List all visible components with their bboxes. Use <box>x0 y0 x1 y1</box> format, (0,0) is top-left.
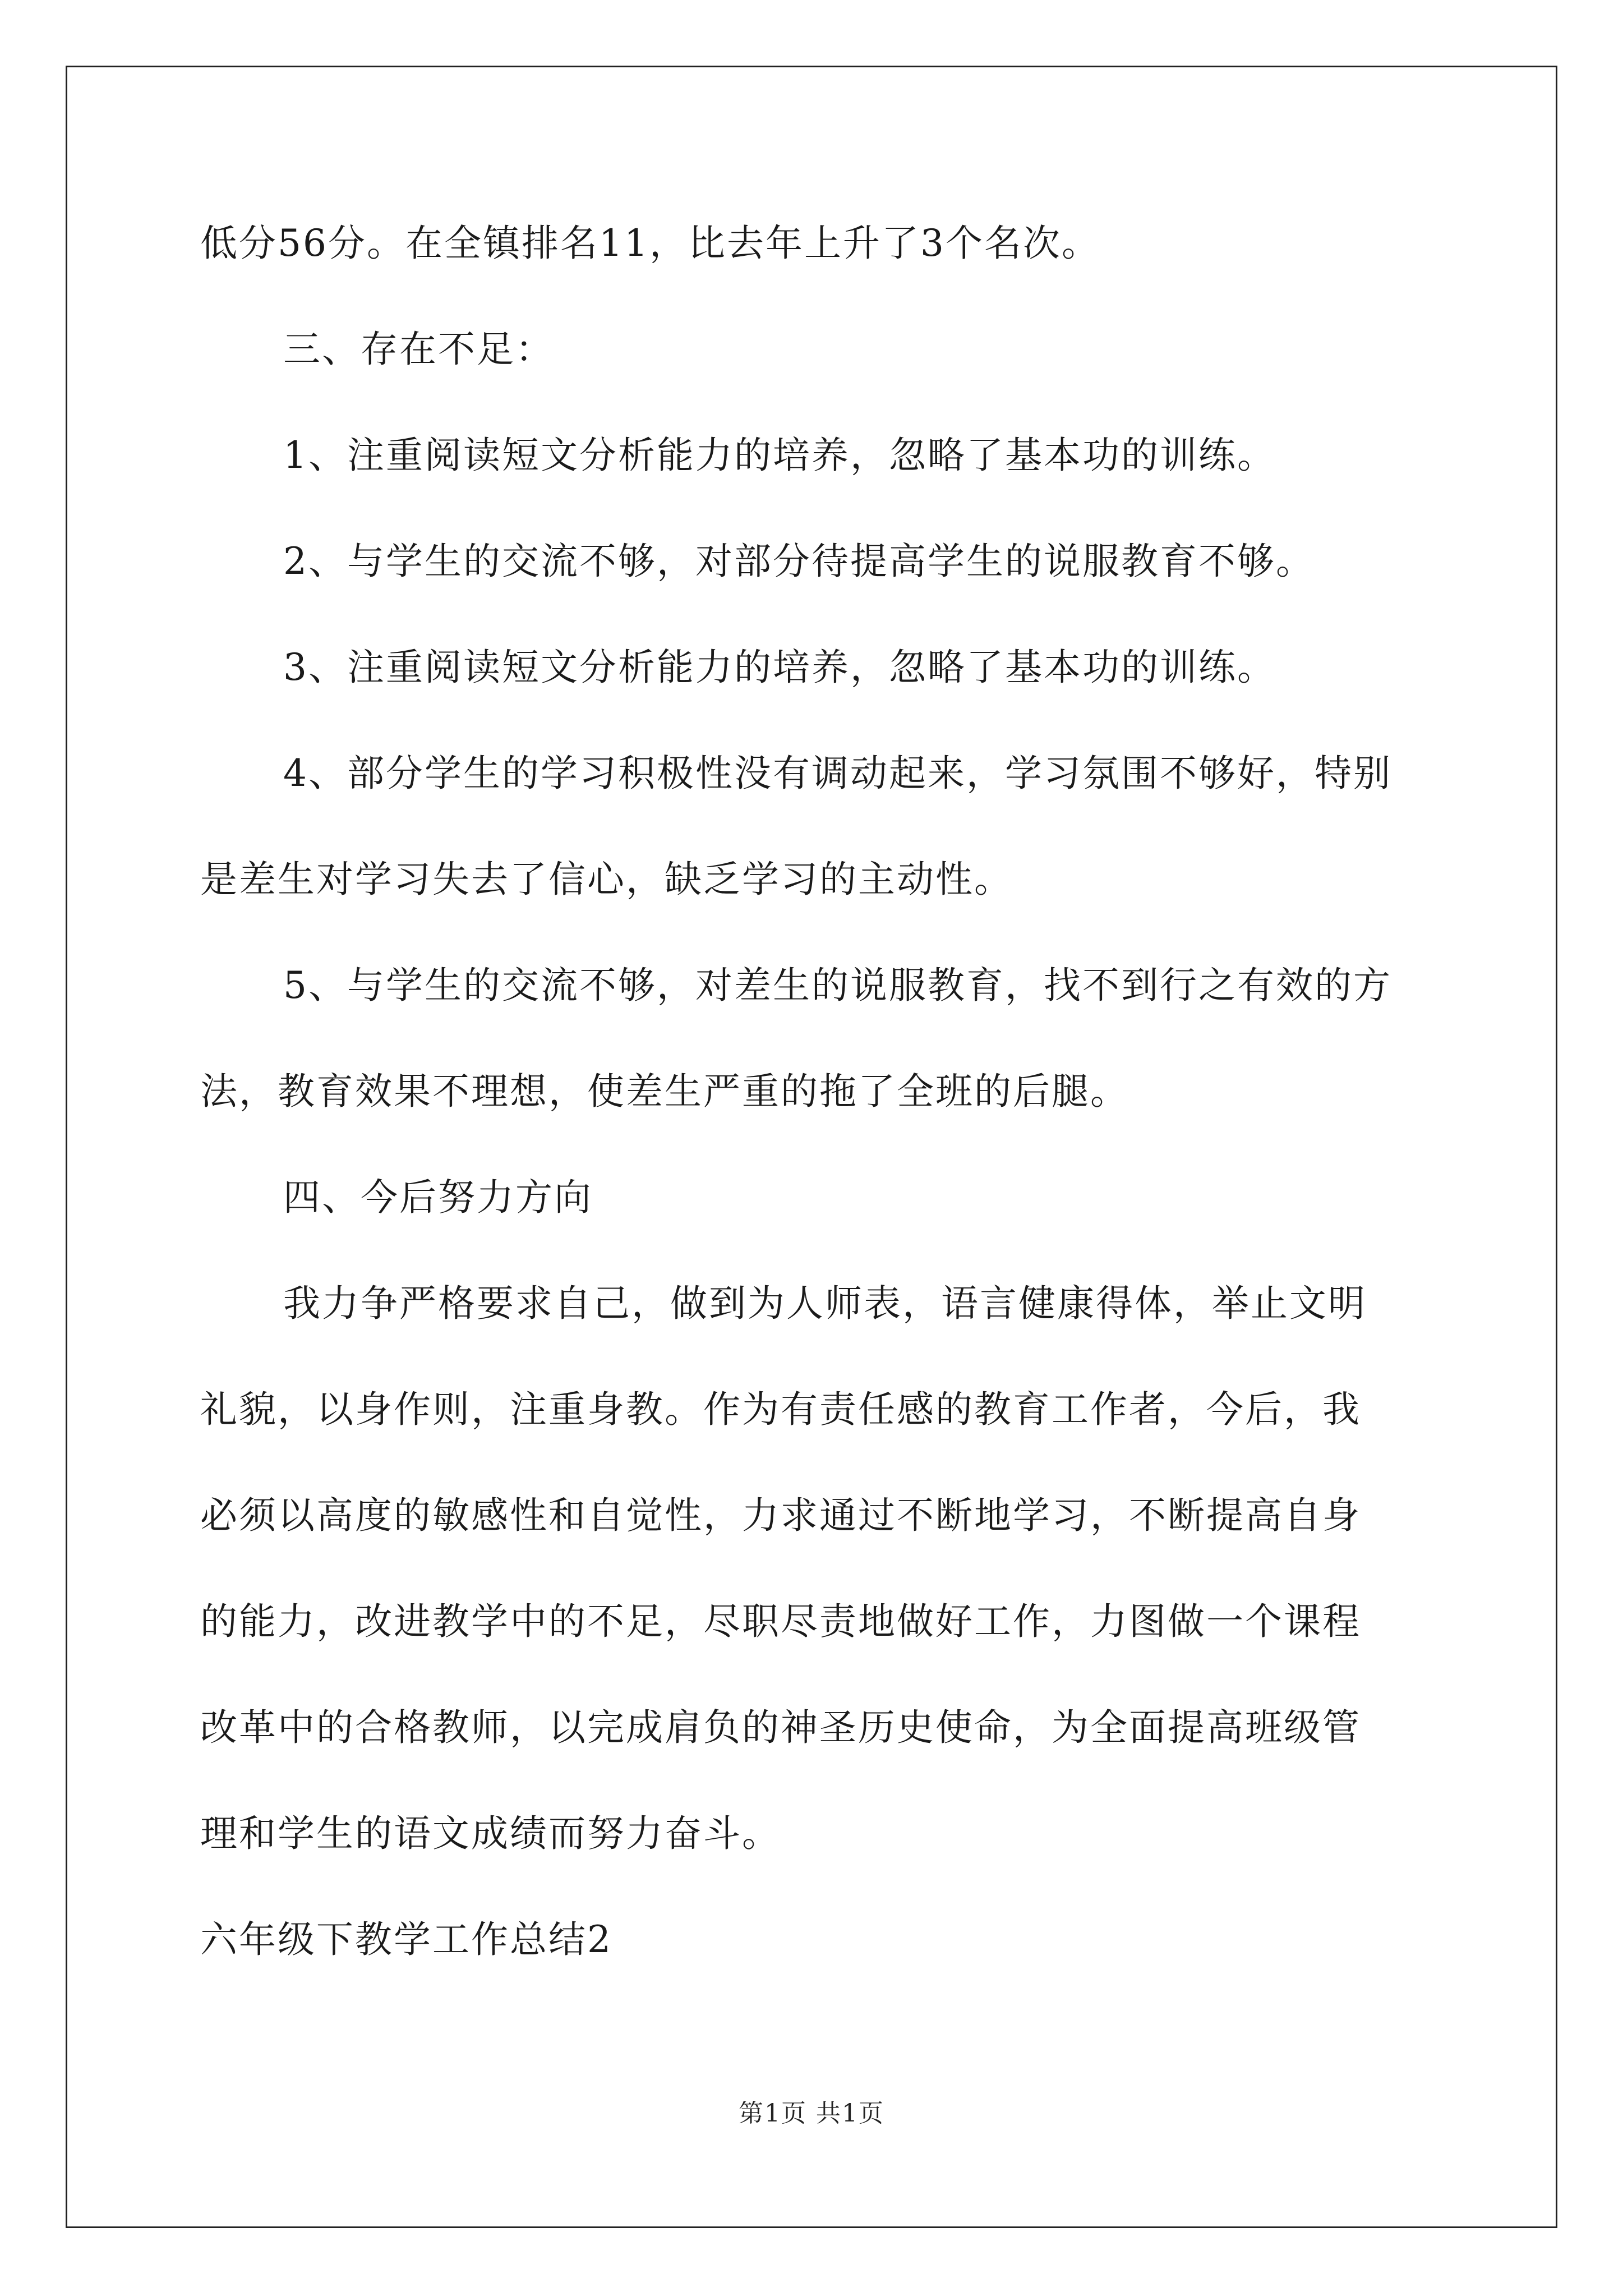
text-line: 法，教育效果不理想，使差生严重的拖了全班的后腿。 <box>200 1070 1129 1113</box>
page-footer: 第1页 共1页 <box>739 2099 884 2128</box>
section-heading: 六年级下教学工作总结2 <box>200 1918 612 1961</box>
text-line: 1、注重阅读短文分析能力的培养，忽略了基本功的训练。 <box>283 434 1276 477</box>
text-line: 我力争严格要求自己，做到为人师表，语言健康得体，举止文明 <box>283 1282 1367 1325</box>
text-line: 改革中的合格教师，以完成肩负的神圣历史使命，为全面提高班级管 <box>200 1706 1361 1749</box>
text-line: 2、与学生的交流不够，对部分待提高学生的说服教育不够。 <box>283 540 1315 583</box>
text-line: 理和学生的语文成绩而努力奋斗。 <box>200 1812 781 1855</box>
text-line: 礼貌，以身作则，注重身教。作为有责任感的教育工作者，今后，我 <box>200 1388 1361 1431</box>
text-line: 是差生对学习失去了信心，缺乏学习的主动性。 <box>200 858 1013 901</box>
text-line: 四、今后努力方向 <box>283 1176 593 1219</box>
text-line: 3、注重阅读短文分析能力的培养，忽略了基本功的训练。 <box>283 646 1276 689</box>
text-line: 必须以高度的敏感性和自觉性，力求通过不断地学习，不断提高自身 <box>200 1494 1361 1537</box>
text-line: 5、与学生的交流不够，对差生的说服教育，找不到行之有效的方 <box>283 964 1392 1007</box>
text-line: 4、部分学生的学习积极性没有调动起来，学习氛围不够好，特别 <box>283 752 1392 795</box>
text-line: 三、存在不足： <box>283 328 554 371</box>
text-line: 的能力，改进教学中的不足，尽职尽责地做好工作，力图做一个课程 <box>200 1600 1361 1643</box>
text-line: 低分56分。在全镇排名11，比去年上升了3个名次。 <box>200 222 1100 265</box>
document-body <box>200 213 1434 2016</box>
